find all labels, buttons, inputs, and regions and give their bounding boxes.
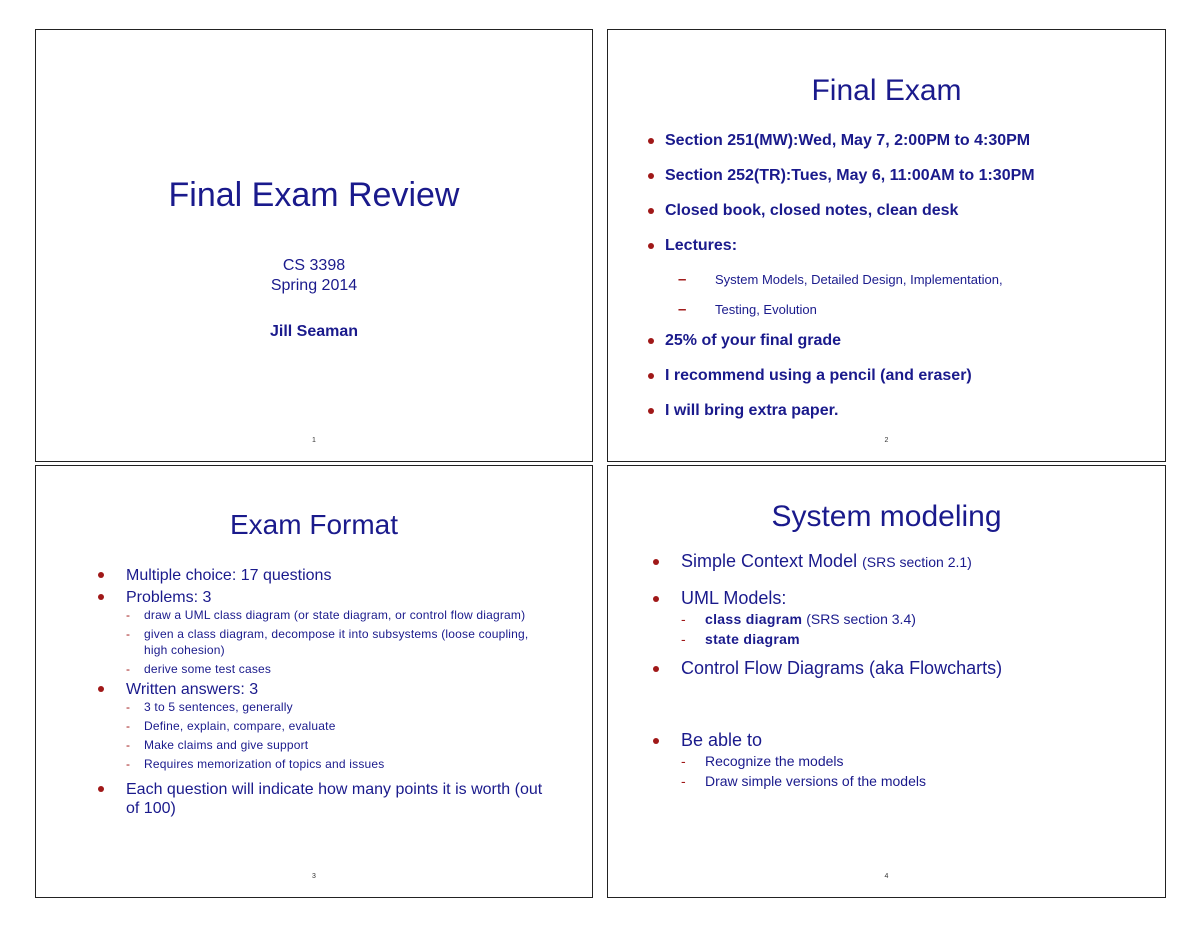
list-item: Closed book, closed notes, clean desk: [648, 200, 1148, 235]
dash-icon: -: [681, 611, 686, 627]
list-subitem: – System Models, Detailed Design, Implementation,: [678, 271, 1003, 288]
dash-icon: -: [126, 700, 131, 714]
bullet-icon: [648, 138, 654, 144]
slide1-title: Final Exam Review: [168, 176, 460, 214]
list-subitem: - Make claims and give support: [126, 738, 309, 752]
bullet-icon: [653, 738, 659, 744]
dash-icon: -: [681, 631, 686, 647]
list-item: I will bring extra paper.: [648, 400, 1148, 435]
list-item: UML Models:: [653, 587, 1133, 609]
slide-system-modeling: [607, 465, 1166, 898]
bullet-icon: [98, 686, 104, 692]
course-info: [36, 256, 592, 296]
dash-icon: –: [678, 301, 687, 318]
list-item: Section 251(MW):Wed, May 7, 2:00PM to 4:30PM: [648, 130, 1148, 165]
list-item: 25% of your final grade: [648, 330, 1148, 365]
bullet-icon: [648, 243, 654, 249]
list-subitem: - derive some test cases: [126, 662, 272, 676]
bullet-icon: [648, 173, 654, 179]
list-item: Be able to: [653, 729, 1133, 751]
bullet-icon: [98, 572, 104, 578]
bullet-icon: [648, 373, 654, 379]
author-name: Jill Seaman: [269, 323, 359, 340]
dash-icon: -: [126, 738, 131, 752]
list-item: Simple Context Model (SRS section 2.1): [653, 550, 1133, 573]
dash-icon: -: [126, 719, 131, 733]
list-subitem: - Recognize the models: [681, 753, 844, 769]
dash-icon: -: [126, 627, 131, 641]
bullet-icon: [653, 596, 659, 602]
slide2-bullets: [648, 130, 1148, 435]
bullet-icon: [98, 786, 104, 792]
list-item: Each question will indicate how many points it is worth (out of 100): [98, 780, 548, 818]
list-subitem: - draw a UML class diagram (or state diagram, or control flow diagram): [126, 608, 526, 622]
list-item: Lectures:: [648, 235, 1148, 270]
list-subitem: - class diagram (SRS section 3.4): [681, 611, 916, 627]
list-subitem: - Requires memorization of topics and issues: [126, 757, 385, 771]
list-subitem: - given a class diagram, decompose it into subsystems (loose coupling, high cohesion): [126, 627, 529, 657]
bullet-icon: [653, 559, 659, 565]
dash-icon: -: [681, 773, 686, 789]
slide2-title: Final Exam: [811, 74, 962, 107]
slide4-title: System modeling: [771, 500, 1002, 533]
list-subitem: – Testing, Evolution: [678, 301, 817, 318]
bullet-icon: [653, 666, 659, 672]
page-number: 3: [312, 873, 316, 880]
list-item: Written answers: 3: [98, 680, 548, 699]
slide3-title: Exam Format: [229, 509, 399, 540]
dash-icon: -: [126, 662, 131, 676]
list-item: Problems: 3: [98, 588, 548, 607]
page-number: 2: [884, 437, 889, 444]
page-number: 4: [884, 873, 889, 880]
dash-icon: -: [126, 608, 131, 622]
list-subitem: - state diagram: [681, 631, 800, 647]
slide3-bullets: [98, 566, 548, 818]
list-item: I recommend using a pencil (and eraser): [648, 365, 1148, 400]
slide-exam-format: [35, 465, 593, 898]
course-term: Spring 2014: [270, 277, 358, 294]
course-code: CS 3398: [282, 257, 346, 274]
dash-icon: -: [126, 757, 131, 771]
list-item: Multiple choice: 17 questions: [98, 566, 548, 585]
dash-icon: –: [678, 271, 687, 288]
bullet-icon: [98, 594, 104, 600]
bullet-icon: [648, 338, 654, 344]
dash-icon: -: [681, 753, 686, 769]
page-number: 1: [312, 437, 316, 444]
bullet-icon: [648, 408, 654, 414]
list-item: Section 252(TR):Tues, May 6, 11:00AM to 1:30PM: [648, 165, 1148, 200]
bullet-icon: [648, 208, 654, 214]
list-subitem: - 3 to 5 sentences, generally: [126, 700, 293, 714]
list-subitem: - Define, explain, compare, evaluate: [126, 719, 336, 733]
list-subitem: - Draw simple versions of the models: [681, 773, 926, 789]
slide4-bullets: [653, 550, 1133, 791]
slide-final-exam: [607, 29, 1166, 462]
slide-title: [35, 29, 593, 462]
list-item: Control Flow Diagrams (aka Flowcharts): [653, 657, 1133, 679]
